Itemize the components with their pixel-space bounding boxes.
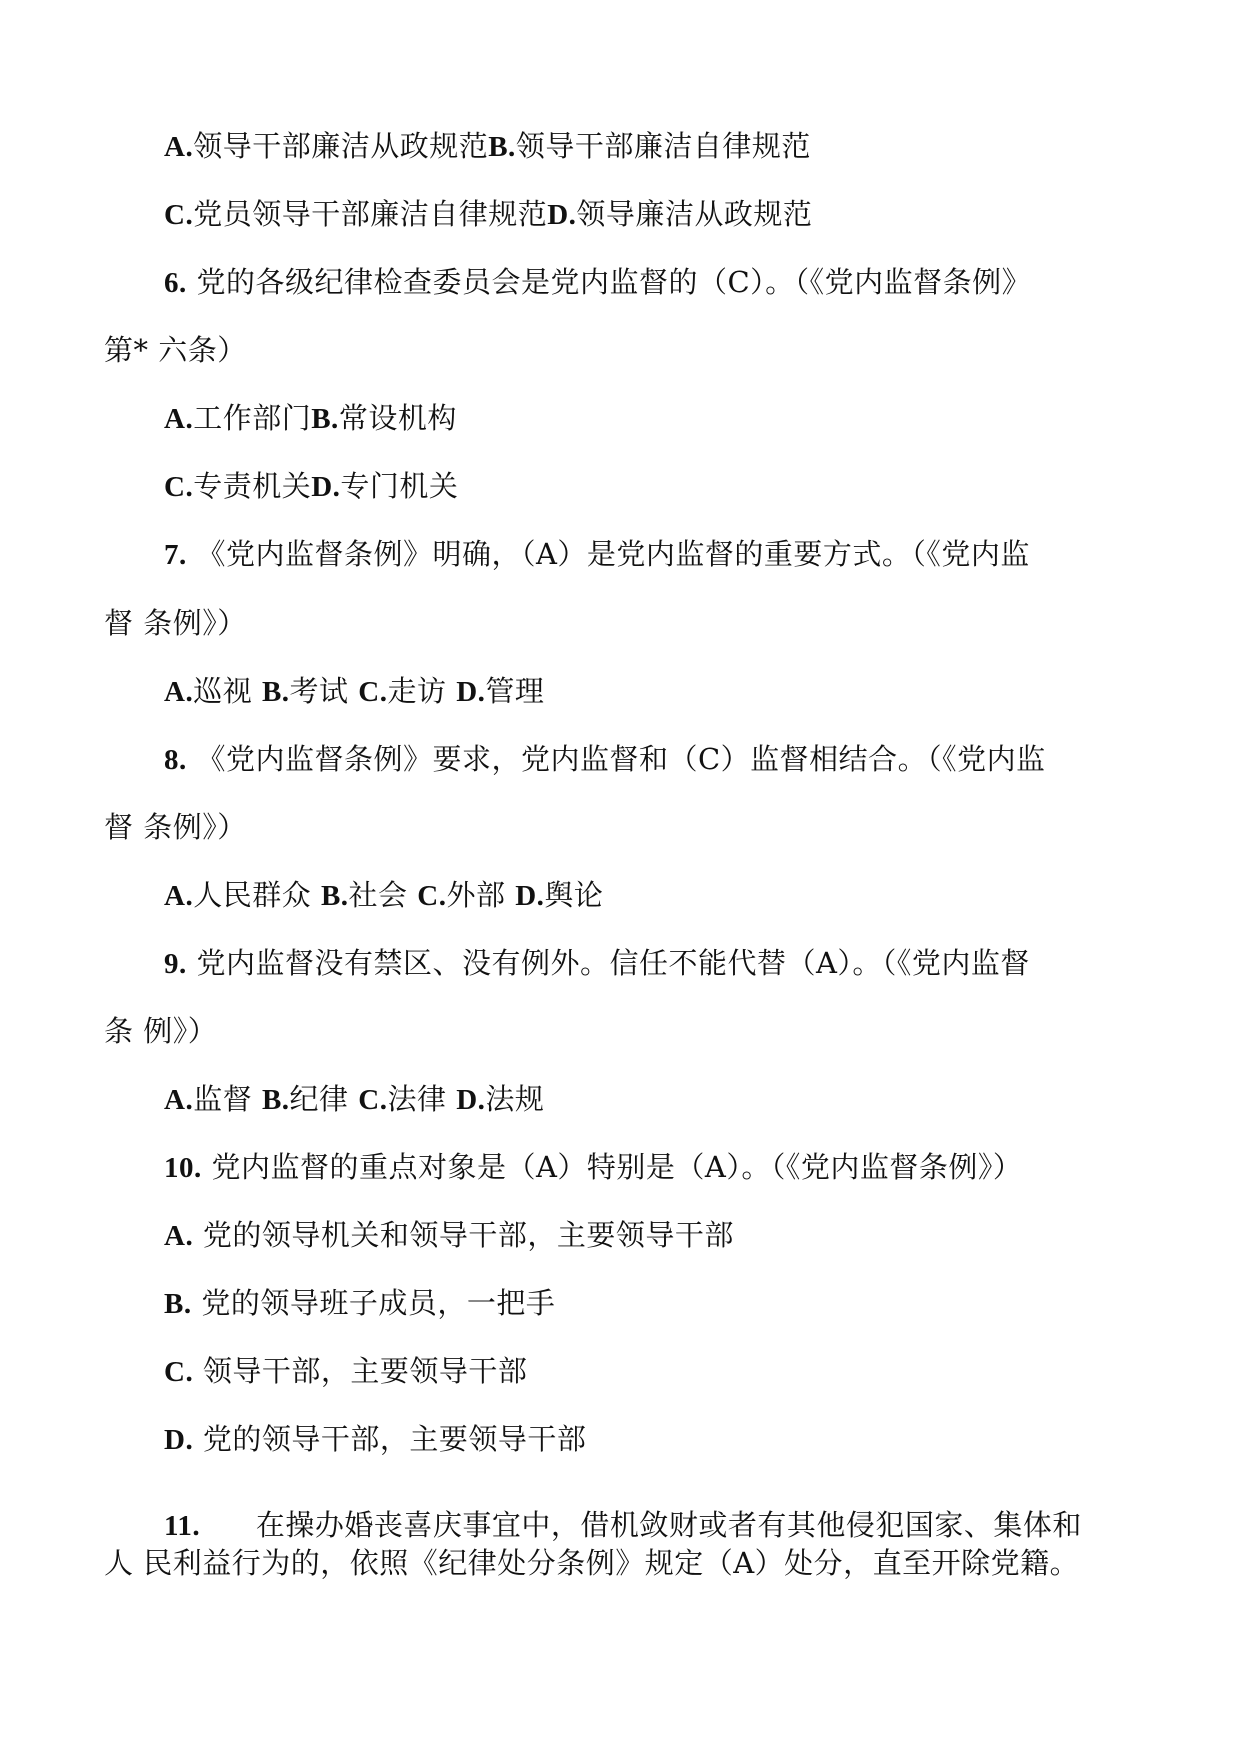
question-9-continuation [104, 1011, 217, 1051]
option-text: 领导廉洁从政规范 [576, 197, 813, 231]
option-label: A. [164, 131, 194, 163]
question-text: 党内监督没有禁区、没有例外。信任不能代替（A）。（《党内监督 [196, 946, 1030, 980]
option-text: 领导干部廉洁自律规范 [515, 129, 811, 163]
option-label: D. [164, 1424, 194, 1456]
option-label: D. [515, 880, 545, 912]
question-number: 8. [164, 744, 187, 776]
option-label: C. [358, 676, 388, 708]
option-label: C. [164, 199, 194, 231]
option-text: 常设机构 [338, 401, 457, 435]
option-text: 党的领导班子成员，一把手 [201, 1286, 556, 1320]
q5-options-line-2 [164, 194, 812, 235]
option-label: C. [358, 1084, 388, 1116]
option-text: 法律 [387, 1082, 447, 1116]
question-text: 党的各级纪律检查委员会是党内监督的（C）。（《党内监督条例》 [196, 265, 1032, 299]
option-text: 外部 [446, 878, 506, 912]
option-text: 监督 [193, 1082, 253, 1116]
option-label: D. [456, 1084, 486, 1116]
option-text: 工作部门 [193, 401, 312, 435]
option-text: 管理 [485, 674, 545, 708]
question-text: 在操办婚丧喜庆事宜中，借机敛财或者有其他侵犯国家、集体和 [255, 1508, 1082, 1542]
question-number: 11. [164, 1510, 201, 1542]
option-label: A. [164, 676, 194, 708]
question-7-text [164, 534, 1030, 575]
option-text: 巡视 [193, 674, 253, 708]
option-text: 党的领导机关和领导干部，主要领导干部 [202, 1218, 734, 1252]
question-text: 条 例》） [104, 1014, 218, 1048]
q10-option-b [164, 1283, 555, 1324]
option-label: B. [261, 1084, 290, 1116]
question-11-text [164, 1505, 1082, 1546]
option-label: D. [311, 471, 341, 503]
question-9-text [164, 943, 1030, 984]
question-number: 9. [164, 948, 187, 980]
option-label: B. [320, 880, 349, 912]
q6-options-line-2 [164, 466, 458, 507]
option-label: A. [164, 403, 194, 435]
option-label: B. [488, 131, 516, 163]
question-number: 6. [164, 267, 187, 299]
option-text: 专责机关 [193, 469, 312, 503]
option-text: 社会 [348, 878, 408, 912]
option-text: 法规 [485, 1082, 545, 1116]
question-number: 7. [164, 539, 187, 571]
question-8-continuation [104, 807, 247, 847]
option-label: B. [261, 676, 290, 708]
q7-options [164, 671, 544, 712]
question-8-text [164, 739, 1046, 780]
option-label: C. [164, 471, 194, 503]
option-label: B. [311, 403, 339, 435]
option-text: 人民群众 [193, 878, 312, 912]
question-text: 第* 六条） [104, 333, 247, 367]
question-6-text [164, 262, 1031, 303]
option-label: C. [164, 1356, 194, 1388]
question-11-continuation [104, 1543, 1079, 1583]
question-text: 人 民利益行为的，依照《纪律处分条例》规定（A）处分，直至开除党籍。 [104, 1546, 1080, 1580]
q10-option-d [164, 1419, 586, 1460]
question-7-continuation [104, 603, 247, 643]
question-text: 党内监督的重点对象是（A）特别是（A）。（《党内监督条例》） [211, 1150, 1023, 1184]
question-10-text [164, 1147, 1022, 1188]
option-label: B. [164, 1288, 192, 1320]
option-label: A. [164, 1220, 194, 1252]
option-label: C. [417, 880, 447, 912]
question-text: 《党内监督条例》要求，党内监督和（C）监督相结合。（《党内监 [196, 742, 1046, 776]
q10-option-c [164, 1351, 527, 1392]
option-text: 考试 [289, 674, 349, 708]
question-text: 督 条例》） [104, 606, 247, 640]
option-label: A. [164, 880, 194, 912]
option-text: 领导干部，主要领导干部 [202, 1354, 528, 1388]
option-text: 领导干部廉洁从政规范 [193, 129, 489, 163]
question-text: 督 条例》） [104, 810, 247, 844]
option-label: D. [456, 676, 486, 708]
question-6-continuation [104, 330, 247, 370]
q10-option-a [164, 1215, 734, 1256]
option-text: 党员领导干部廉洁自律规范 [193, 197, 548, 231]
q8-options [164, 875, 603, 916]
option-text: 走访 [387, 674, 447, 708]
option-label: D. [547, 199, 577, 231]
option-text: 专门机关 [340, 469, 459, 503]
option-text: 党的领导干部，主要领导干部 [202, 1422, 587, 1456]
q5-options-line-1 [164, 126, 811, 167]
question-text: 《党内监督条例》明确，（A）是党内监督的重要方式。（《党内监 [196, 537, 1030, 571]
q9-options [164, 1079, 544, 1120]
option-text: 舆论 [544, 878, 604, 912]
option-label: A. [164, 1084, 194, 1116]
q6-options-line-1 [164, 398, 457, 439]
option-text: 纪律 [289, 1082, 349, 1116]
question-number: 10. [164, 1152, 202, 1184]
